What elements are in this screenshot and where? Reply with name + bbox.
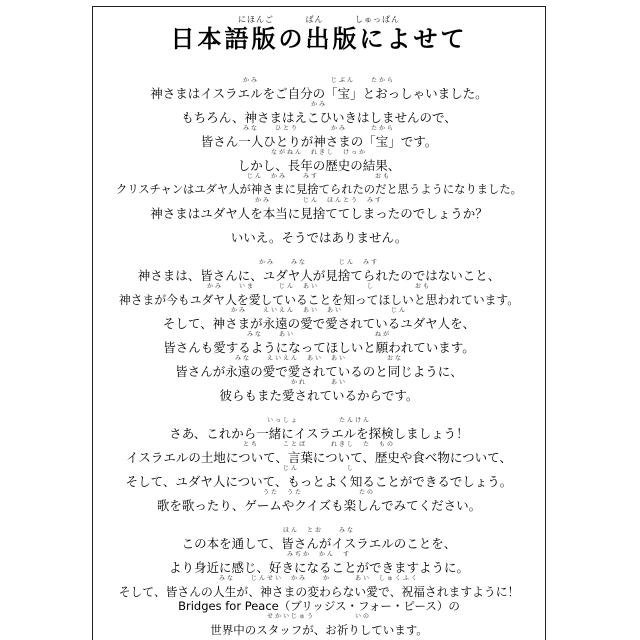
paragraph-3 [93,417,545,513]
credit-line-1 [93,589,545,613]
line-text: 皆さんも愛するようになってほしいと願われています。 [163,340,475,355]
line-text: 神さまが今もユダヤ人を愛していることを知ってほしいと思われています。 [118,293,520,307]
furigana: みな じんせい かみ か あい しゅくふく [218,575,419,582]
text-line [93,307,545,331]
line-text: 皆さんが永遠の愛で愛されているのと同じように、 [175,364,463,379]
title-ruby-nihongo: にほんご [237,15,274,24]
furigana: かれ あい [290,379,347,386]
text-line [93,259,545,283]
furigana: せかいじゅう いの [266,613,371,620]
line-text: 神さまは、皆さんに、ユダヤ人が見捨てられたのではないこと、 [137,268,501,283]
text-line [93,173,545,197]
line-text: 彼らもまた愛されているからです。 [219,388,419,403]
line-text: 神さまはイスラエルをご自分の「宝」とおっしゃいました。 [150,86,488,101]
furigana: ほん とお みな [282,527,355,534]
furigana: じん かみ みす おも [246,173,391,180]
text-line [93,465,545,489]
title-ruby-ban: ばん [305,15,324,24]
line-text: そして、皆さんの人生が、神さまの変わらない愛で、祝福されますように！ [118,585,520,599]
furigana: かみ じん ほんとう みす [254,197,383,204]
title-ruby [93,15,545,25]
furigana: かみ えいえん あい あい じん [230,307,407,314]
text-line [93,527,545,551]
paragraph-2 [93,259,545,403]
text-line [93,489,545,513]
furigana: みな あい ねが [246,331,391,338]
line-text: そして、ユダヤ人について、もっとよく知ることができるでしょう。 [125,474,513,489]
furigana: みぢか かん す [286,551,351,558]
text-line [93,221,545,245]
page-panel [92,6,546,640]
text-line [93,77,545,101]
furigana: とち ことば れきし た もの [242,441,395,448]
text-line [93,125,545,149]
line-text: 皆さん一人ひとりが神さまの「宝」です。 [200,134,438,149]
body-text [93,77,545,613]
text-line [93,331,545,355]
text-line [93,197,545,221]
line-text: さあ、これから一緒にイスラエルを探検しましょう！ [169,426,469,441]
line-text: イスラエルの土地について、言葉について、歴史や食べ物について、 [126,450,512,465]
credit-text: Bridges for Peace（ブリッジス・フォー・ピース）の [178,599,460,613]
furigana: みな えいえん あい あい おな [234,355,403,362]
furigana: いっしょ たんけん [266,417,371,424]
text-line [93,441,545,465]
line-text: いいえ。そうではありません。 [230,230,408,245]
title-ruby-shuppan: しゅっぱん [355,15,401,24]
text-line [93,379,545,403]
furigana: うた うた たの [262,489,375,496]
line-text: 神さまはユダヤ人を本当に見捨ててしまったのでしょうか？ [150,206,488,221]
credit-text: 世界中のスタッフが、お祈りしています。 [210,623,428,637]
title-block [93,15,545,53]
paragraph-1 [93,77,545,245]
text-line [93,149,545,173]
text-line [93,355,545,379]
furigana: かみ [310,101,327,108]
text-line [93,101,545,125]
line-text: そして、神さまが永遠の愛で愛されているユダヤ人を、 [162,316,476,331]
text-line [93,551,545,575]
text-line [93,283,545,307]
line-text: しかし、長年の歴史の結果、 [237,158,401,173]
furigana: みな ひとり かみ たから [242,125,395,132]
line-text: クリスチャンはユダヤ人が神さまに見捨てられたのだと思うようになりました。 [116,183,522,196]
credit-line-2 [93,613,545,637]
line-text: この本を通して、皆さんがイスラエルのことを、 [181,536,457,551]
furigana: かみ じぶん たから [242,77,395,84]
furigana: ながねん れきし けっか [270,149,367,156]
furigana: じん し [282,465,355,472]
line-text: もちろん、神さまはえこひいきはしませんので、 [181,110,457,125]
furigana: かみ いま じん あい し おも [206,283,431,290]
page-title: 日本語版の出版によせて [170,25,468,53]
line-text: 歌を歌ったり、ゲームやクイズも楽しんでみてください。 [156,498,482,513]
line-text: より身近に感じ、好きになることができますように。 [168,560,469,575]
furigana: かみ みな じん みす [258,259,379,266]
credit-block [93,589,545,637]
text-line [93,417,545,441]
